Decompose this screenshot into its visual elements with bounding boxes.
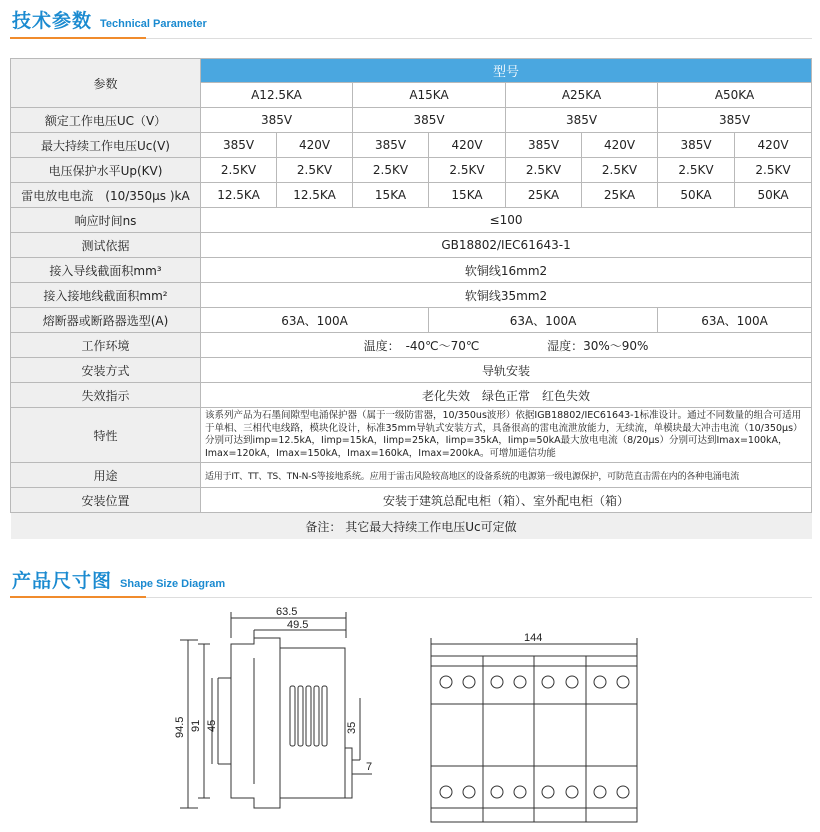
- row-label: 接入导线截面积mm³: [11, 258, 201, 283]
- value-cell: 385V: [506, 133, 582, 158]
- row-label: 测试依据: [11, 233, 201, 258]
- value-cell: 420V: [429, 133, 506, 158]
- table-row: [11, 258, 812, 283]
- row-label: 额定工作电压UC（V）: [11, 108, 201, 133]
- value-cell: 15KA: [429, 183, 506, 208]
- dim-height-total: 94.5: [174, 716, 186, 738]
- value-cell: 安装于建筑总配电柜（箱）、室外配电柜（箱）: [201, 488, 812, 513]
- table-row: [11, 333, 812, 358]
- table-row: [11, 208, 812, 233]
- value-cell: 12.5KA: [277, 183, 353, 208]
- value-cell: 385V: [201, 108, 353, 133]
- dim-height-mid: 45: [206, 719, 218, 732]
- value-cell: 50KA: [735, 183, 812, 208]
- value-cell: 385V: [658, 108, 812, 133]
- value-cell: 12.5KA: [201, 183, 277, 208]
- value-cell: 385V: [658, 133, 735, 158]
- section-underline: [10, 37, 146, 39]
- section-title: 产品尺寸图: [12, 570, 113, 592]
- value-cell: 2.5KV: [353, 158, 429, 183]
- value-cell: 385V: [506, 108, 658, 133]
- env-humidity: 湿度：30%～90%: [547, 338, 649, 353]
- section-title: 技术参数: [12, 10, 93, 32]
- row-label: 接入接地线截面积mm²: [11, 283, 201, 308]
- table-row: [11, 158, 812, 183]
- table-row: [11, 383, 812, 408]
- dimension-drawing: [0, 598, 820, 832]
- model-cell: A15KA: [353, 83, 506, 108]
- side-view: [174, 606, 372, 808]
- value-cell: 385V: [353, 133, 429, 158]
- section-subtitle: Shape Size Diagram: [120, 578, 226, 590]
- row-label: 响应时间ns: [11, 208, 201, 233]
- value-cell: 63A、100A: [429, 308, 658, 333]
- value-cell: 2.5KV: [582, 158, 658, 183]
- value-cell: ≤100: [201, 208, 812, 233]
- value-cell: 2.5KV: [506, 158, 582, 183]
- model-header: 型号: [201, 59, 812, 83]
- spec-table: [10, 58, 812, 539]
- value-cell: 420V: [277, 133, 353, 158]
- value-cell: 15KA: [353, 183, 429, 208]
- param-header: 参数: [11, 59, 201, 108]
- dim-rail: 35: [346, 721, 358, 734]
- value-cell: 2.5KV: [277, 158, 353, 183]
- row-label: 失效指示: [11, 383, 201, 408]
- value-cell: 软铜线35mm2: [201, 283, 812, 308]
- dim-width-total: 63.5: [276, 606, 298, 618]
- section-header-shape: [12, 566, 225, 593]
- table-row: [11, 183, 812, 208]
- value-cell: 该系列产品为石墨间隙型电涌保护器（属于一级防雷器，10/350us波形）依据IGB18802/IEC61643-1标准设计。通过不同数量的组合可适用于单相、三相代电线路，模块化设计，标准35mm导轨式安装方式，具备很高的雷电流泄放能力，无续流，单模块最大冲击电流（10/350μs）分别可达到imp=12.5kA，Iimp=15kA，Iimp=25kA，Iimp=35kA，Iimp=50kA最大放电电流（8/20μs）分别可达到Imax=100kA，Imax=120kA，Imax=150kA，Imax=160kA，Imax=200kA。可增加遥信功能: [201, 408, 812, 463]
- table-row: [11, 358, 812, 383]
- value-cell: 50KA: [658, 183, 735, 208]
- section-rule: [146, 38, 812, 39]
- value-cell: 385V: [201, 133, 277, 158]
- row-label: 用途: [11, 463, 201, 488]
- row-label: 安装方式: [11, 358, 201, 383]
- dim-front-width: 144: [524, 632, 543, 644]
- value-cell: 2.5KV: [735, 158, 812, 183]
- value-cell: 老化失效 绿色正常 红色失效: [201, 383, 812, 408]
- table-row: [11, 108, 812, 133]
- table-row: [11, 233, 812, 258]
- row-label: 雷电放电电流 (10/350μs )kA: [11, 183, 201, 208]
- value-cell: 63A、100A: [658, 308, 812, 333]
- value-cell: 导轨安装: [201, 358, 812, 383]
- value-cell: 420V: [582, 133, 658, 158]
- table-row: [11, 488, 812, 513]
- value-cell: 420V: [735, 133, 812, 158]
- table-row: [11, 283, 812, 308]
- value-cell: 2.5KV: [201, 158, 277, 183]
- value-cell: GB18802/IEC61643-1: [201, 233, 812, 258]
- row-label: 最大持续工作电压Uc(V): [11, 133, 201, 158]
- row-label: 特性: [11, 408, 201, 463]
- model-cell: A50KA: [658, 83, 812, 108]
- value-cell: 2.5KV: [658, 158, 735, 183]
- section-header-tech: [12, 6, 207, 33]
- value-cell: [201, 333, 812, 358]
- row-label: 安装位置: [11, 488, 201, 513]
- value-cell: 适用于IT、TT、TS、TN-N-S等接地系统。应用于雷击风险较高地区的设备系统的电源第一级电源保护，可防范直击需在内的各种电涌电流: [201, 463, 812, 488]
- value-cell: 软铜线16mm2: [201, 258, 812, 283]
- row-label: 电压保护水平Up(KV): [11, 158, 201, 183]
- model-cell: A25KA: [506, 83, 658, 108]
- value-cell: 63A、100A: [201, 308, 429, 333]
- value-cell: 385V: [353, 108, 506, 133]
- row-label: 熔断器或断路器选型(A): [11, 308, 201, 333]
- env-temp: 温度： -40℃～70℃: [363, 338, 480, 353]
- section-subtitle: Technical Parameter: [100, 18, 207, 30]
- value-cell: 25KA: [506, 183, 582, 208]
- row-label: 工作环境: [11, 333, 201, 358]
- model-cell: A12.5KA: [201, 83, 353, 108]
- table-row: [11, 133, 812, 158]
- value-cell: 2.5KV: [429, 158, 506, 183]
- table-row: [11, 463, 812, 488]
- table-row: [11, 308, 812, 333]
- dim-rail-foot: 7: [366, 761, 373, 773]
- dim-height-body: 91: [190, 719, 202, 732]
- note-row: [11, 513, 812, 540]
- front-view: [431, 632, 637, 822]
- value-cell: 25KA: [582, 183, 658, 208]
- table-row: [11, 408, 812, 463]
- note-text: 备注： 其它最大持续工作电压Uc可定做: [11, 513, 812, 540]
- dim-width-inner: 49.5: [287, 619, 309, 631]
